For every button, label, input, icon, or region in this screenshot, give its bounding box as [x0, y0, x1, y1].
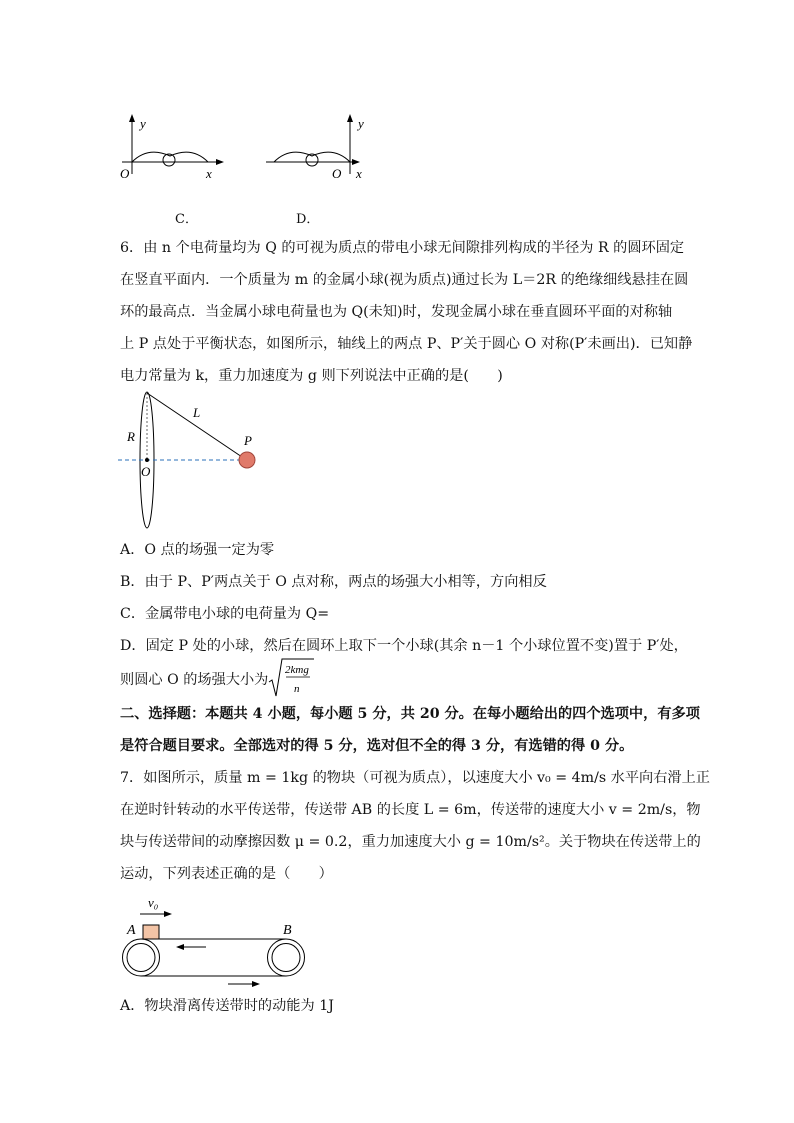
q6-option-a: A．O 点的场强一定为零 [120, 542, 275, 558]
sqrt-denominator: n [294, 683, 300, 695]
point-B-label: B [283, 923, 292, 938]
section2-line-2: 是符合题目要求。全部选对的得 5 分，选对但不全的得 3 分，有选错的得 0 分。 [120, 738, 634, 754]
option-c-label: C． [175, 212, 198, 227]
sqrt-fraction [268, 656, 316, 700]
q7-line-3: 块与传送带间的动摩擦因数 μ = 0.2，重力加速度大小 g = 10m/s²。关于物块在传送带上的 [120, 834, 701, 850]
conveyor-figure [118, 892, 318, 992]
axis-x-label: x [206, 166, 212, 181]
axis-y-label: y [358, 116, 364, 131]
option-d-label: D． [296, 212, 320, 227]
q6-option-d-1: D．固定 P 处的小球，然后在圆环上取下一个小球(其余 n－1 个小球位置不变)置于 P′处， [120, 638, 688, 654]
q7-option-a: A．物块滑离传送带时的动能为 1J [120, 998, 334, 1014]
q6-line-2: 在竖直平面内．一个质量为 m 的金属小球(视为质点)通过长为 L＝2R 的绝缘细线悬挂在圆 [120, 272, 689, 288]
axis-x-label: x [356, 166, 362, 181]
q6-line-4: 上 P 点处于平衡状态，如图所示，轴线上的两点 P、P′关于圆心 O 对称(P′未画出)．已知静 [120, 336, 693, 352]
q7-line-4: 运动，下列表述正确的是（ ） [120, 866, 333, 882]
thread-L-label: L [193, 405, 201, 420]
q7-line-1: 7．如图所示，质量 m = 1kg 的物块（可视为质点），以速度大小 v₀ = 4m/s 水平向右滑上正 [120, 770, 710, 786]
q6-line-5: 电力常量为 k，重力加速度为 g 则下列说法中正确的是( ) [120, 368, 503, 384]
figure-d [262, 112, 372, 192]
q6-line-1: 6．由 n 个电荷量均为 Q 的可视为质点的带电小球无间隙排列构成的半径为 R 的圆环固定 [120, 240, 685, 256]
q6-line-3: 环的最高点．当金属小球电荷量也为 Q(未知)时，发现金属小球在垂直圆环平面的对称轴 [120, 304, 673, 320]
q6-option-b: B．由于 P、P′两点关于 O 点对称，两点的场强大小相等，方向相反 [120, 574, 547, 590]
q7-line-2: 在逆时针转动的水平传送带，传送带 AB 的长度 L = 6m，传送带的速度大小 v = 2m/s，物 [120, 802, 701, 818]
q6-option-c: C．金属带电小球的电荷量为 Q= [120, 606, 330, 622]
ring-O-label: O [141, 464, 151, 479]
origin-label: O [120, 166, 130, 181]
ball-P-label: P [244, 433, 252, 448]
axis-y-label: y [140, 116, 146, 131]
point-A-label: A [127, 923, 136, 938]
q6-option-d-2: 则圆心 O 的场强大小为 [120, 672, 269, 688]
figure-c [118, 112, 228, 192]
origin-label: O [332, 166, 342, 181]
ring-figure [118, 388, 278, 534]
ring-R-label: R [127, 429, 135, 444]
v0-label: v₀ [148, 895, 159, 910]
sqrt-numerator: 2kmg [285, 664, 309, 676]
section2-line-1: 二、选择题：本题共 4 小题，每小题 5 分，共 20 分。在每小题给出的四个选项中，有多项 [120, 706, 700, 722]
